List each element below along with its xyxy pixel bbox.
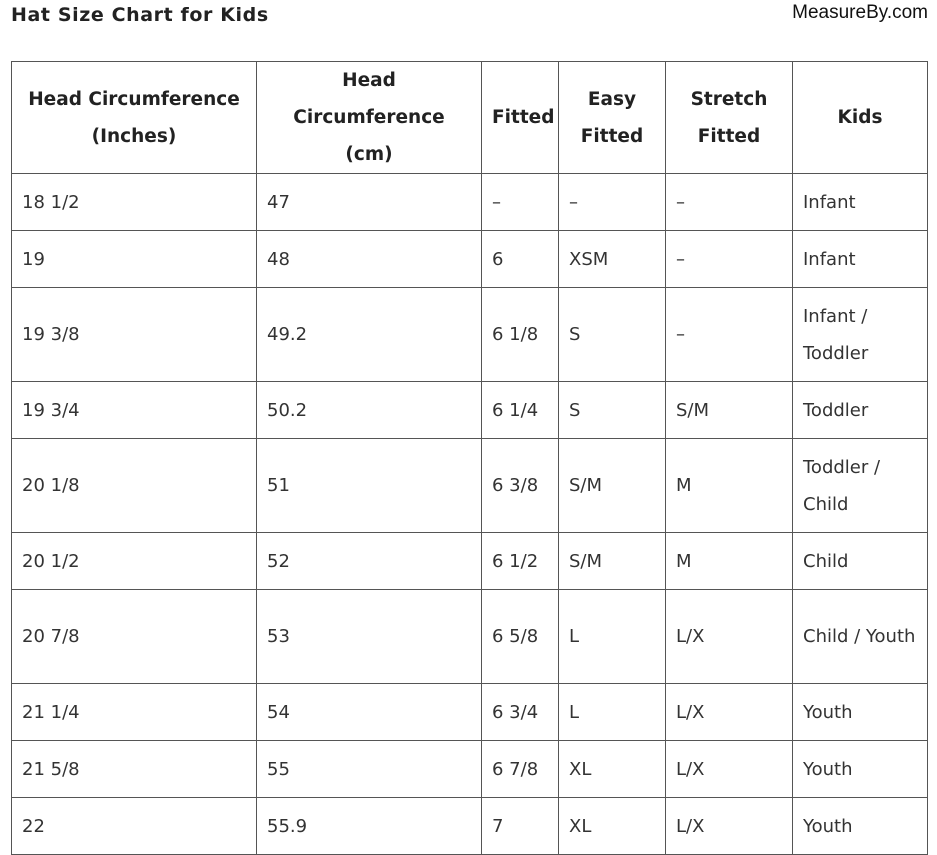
cell-stretch-fitted: M: [666, 439, 793, 533]
cell-easy-fitted: S/M: [559, 439, 666, 533]
table-row: [12, 590, 928, 684]
table-row: [12, 382, 928, 439]
cell-stretch-fitted: S/M: [666, 382, 793, 439]
page-title: Hat Size Chart for Kids: [11, 4, 269, 26]
cell-easy-fitted: S: [559, 382, 666, 439]
cell-fitted: 6 1/4: [482, 382, 559, 439]
cell-inches: 20 7/8: [12, 590, 257, 684]
cell-inches: 18 1/2: [12, 174, 257, 231]
cell-kids: Youth: [793, 741, 928, 798]
cell-stretch-fitted: M: [666, 533, 793, 590]
cell-fitted: 6 7/8: [482, 741, 559, 798]
table-header-row: [12, 62, 928, 174]
table-row: [12, 684, 928, 741]
cell-cm: 55: [257, 741, 482, 798]
cell-cm: 47: [257, 174, 482, 231]
cell-easy-fitted: S/M: [559, 533, 666, 590]
hat-size-table: [11, 61, 928, 855]
cell-easy-fitted: –: [559, 174, 666, 231]
cell-inches: 21 1/4: [12, 684, 257, 741]
cell-inches: 22: [12, 798, 257, 855]
table-row: [12, 533, 928, 590]
table-row: [12, 741, 928, 798]
cell-stretch-fitted: L/X: [666, 590, 793, 684]
table-row: [12, 288, 928, 382]
cell-inches: 19: [12, 231, 257, 288]
cell-easy-fitted: XL: [559, 741, 666, 798]
cell-fitted: 6 5/8: [482, 590, 559, 684]
cell-cm: 50.2: [257, 382, 482, 439]
cell-cm: 55.9: [257, 798, 482, 855]
cell-kids: Toddler: [793, 382, 928, 439]
cell-kids: Youth: [793, 798, 928, 855]
cell-cm: 54: [257, 684, 482, 741]
cell-easy-fitted: XL: [559, 798, 666, 855]
column-header-kids: Kids: [793, 62, 928, 174]
table-row: [12, 174, 928, 231]
column-header-stretch-fitted: Stretch Fitted: [666, 62, 793, 174]
cell-kids: Infant: [793, 231, 928, 288]
cell-inches: 19 3/8: [12, 288, 257, 382]
cell-inches: 19 3/4: [12, 382, 257, 439]
cell-easy-fitted: L: [559, 684, 666, 741]
column-header-fitted: Fitted: [482, 62, 559, 174]
cell-fitted: 6 1/2: [482, 533, 559, 590]
cell-stretch-fitted: –: [666, 288, 793, 382]
cell-fitted: 6 3/8: [482, 439, 559, 533]
table-row: [12, 231, 928, 288]
cell-kids: Child / Youth: [793, 590, 928, 684]
column-header-inches: Head Circumference (Inches): [12, 62, 257, 174]
cell-fitted: –: [482, 174, 559, 231]
cell-kids: Infant / Toddler: [793, 288, 928, 382]
cell-easy-fitted: XSM: [559, 231, 666, 288]
cell-fitted: 6 1/8: [482, 288, 559, 382]
cell-kids: Child: [793, 533, 928, 590]
cell-cm: 52: [257, 533, 482, 590]
cell-fitted: 6: [482, 231, 559, 288]
cell-stretch-fitted: –: [666, 231, 793, 288]
cell-kids: Infant: [793, 174, 928, 231]
cell-inches: 21 5/8: [12, 741, 257, 798]
column-header-cm: Head Circumference (cm): [257, 62, 482, 174]
cell-easy-fitted: S: [559, 288, 666, 382]
cell-stretch-fitted: L/X: [666, 684, 793, 741]
site-watermark: MeasureBy.com: [792, 2, 928, 23]
table-row: [12, 439, 928, 533]
cell-inches: 20 1/8: [12, 439, 257, 533]
cell-stretch-fitted: –: [666, 174, 793, 231]
cell-stretch-fitted: L/X: [666, 798, 793, 855]
cell-inches: 20 1/2: [12, 533, 257, 590]
cell-stretch-fitted: L/X: [666, 741, 793, 798]
cell-kids: Youth: [793, 684, 928, 741]
cell-fitted: 7: [482, 798, 559, 855]
cell-cm: 48: [257, 231, 482, 288]
table-row: [12, 798, 928, 855]
cell-kids: Toddler / Child: [793, 439, 928, 533]
cell-cm: 49.2: [257, 288, 482, 382]
cell-cm: 53: [257, 590, 482, 684]
cell-easy-fitted: L: [559, 590, 666, 684]
column-header-easy-fitted: Easy Fitted: [559, 62, 666, 174]
cell-cm: 51: [257, 439, 482, 533]
cell-fitted: 6 3/4: [482, 684, 559, 741]
